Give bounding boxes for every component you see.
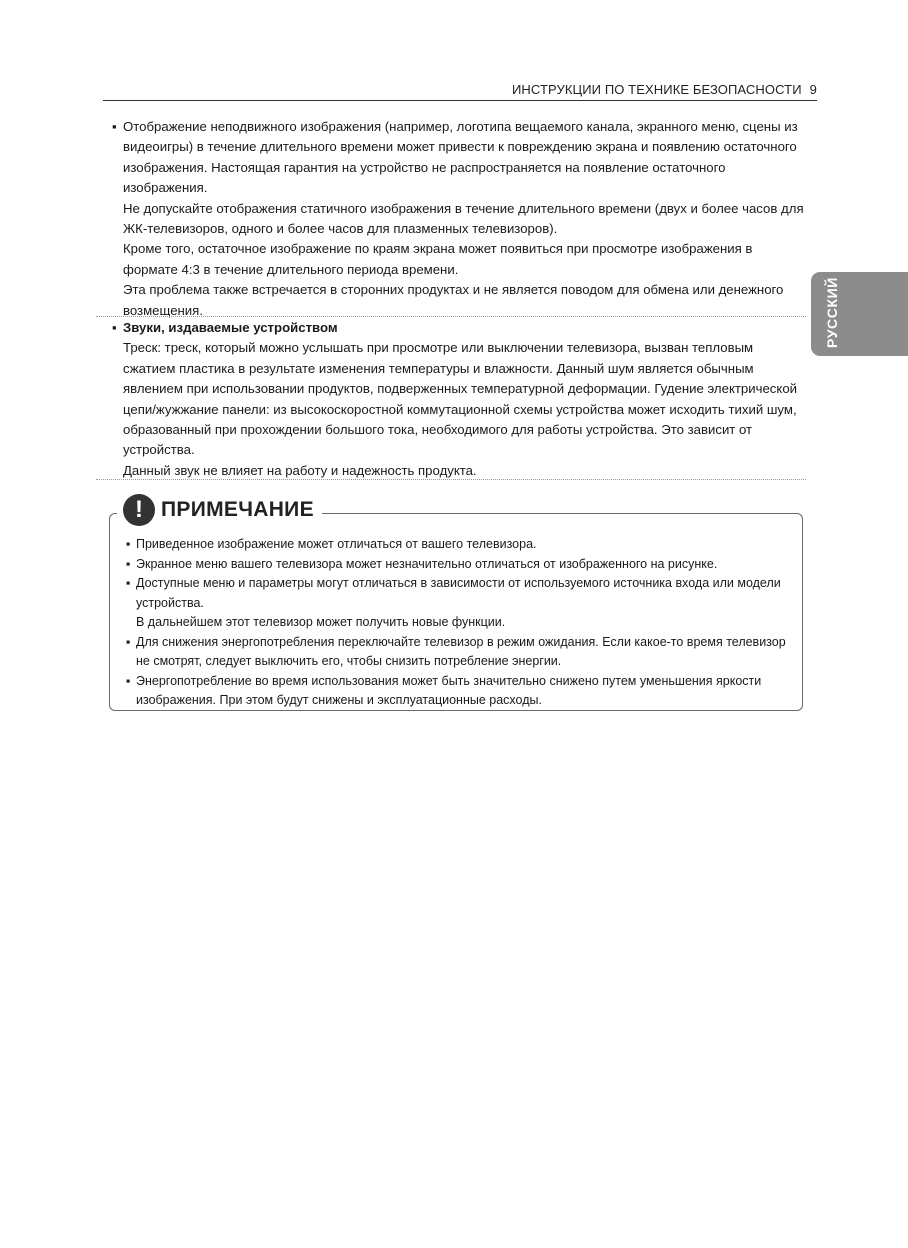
divider xyxy=(96,479,806,480)
list-item xyxy=(108,117,808,321)
paragraph: Эта проблема также встречается в сторонних продуктах и не является поводом для обмена или денежного возмещения. xyxy=(123,282,784,318)
note-item xyxy=(124,633,796,672)
exclamation-icon: ! xyxy=(123,494,155,526)
section-image-retention xyxy=(108,117,808,321)
section-title: Звуки, издаваемые устройством xyxy=(123,320,338,335)
note-item xyxy=(124,555,796,575)
bullet-icon: ▪ xyxy=(126,634,131,649)
note-list xyxy=(124,535,796,711)
divider xyxy=(96,316,806,317)
note-text: Экранное меню вашего телевизора может незначительно отличаться от изображенного на рисунке. xyxy=(136,556,718,571)
bullet-icon: ▪ xyxy=(126,537,131,551)
list-item xyxy=(108,318,808,481)
header-title: ИНСТРУКЦИИ ПО ТЕХНИКЕ БЕЗОПАСНОСТИ xyxy=(511,82,802,97)
section-sounds xyxy=(108,318,808,481)
paragraph: Не допускайте отображения статичного изображения в течение длительного времени (двух и более часов для ЖК-телевизоров, одного и более часов для плазменных телевизоров). xyxy=(123,200,804,237)
paragraph: Треск: треск, который можно услышать при просмотре или выключении телевизора, вызван тепловым сжатием пластика в результате изменения температуры и влажности. Данный шум является обычным явлением при использовании продуктов, подверженных температурной деформации. Гудение электрической цепи/жужжание панели: из высокоскоростной коммутационной схемы устройства может исходить тихий шум, образованный при прохождении большого тока, необходимого для работы устройства. Это зависит от устройства. xyxy=(123,340,798,458)
language-tab xyxy=(811,272,908,356)
note-text: Доступные меню и параметры могут отличаться в зависимости от используемого источника входа или модели устройства. xyxy=(136,576,781,610)
paragraph: Кроме того, остаточное изображение по краям экрана может появиться при просмотре изображения в формате 4:3 в течение длительного периода времени. xyxy=(123,241,753,277)
note-title: ПРИМЕЧАНИЕ xyxy=(161,498,314,521)
note-item xyxy=(124,574,796,633)
note-header xyxy=(117,488,322,532)
bullet-icon: ▪ xyxy=(112,320,117,335)
note-item xyxy=(124,672,796,711)
paragraph: Отображение неподвижного изображения (например, логотипа вещаемого канала, экранного меню, сцены из видеоигры) в течение длительного времени может привести к повреждению экрана и появлению остаточного изображения. Настоящая гарантия на устройство не распространяется на появление остаточного изображения. xyxy=(123,119,798,196)
page-number: 9 xyxy=(809,82,817,97)
note-text: В дальнейшем этот телевизор может получить новые функции. xyxy=(136,615,506,629)
bullet-icon: ▪ xyxy=(126,556,131,571)
language-tab-label: РУССКИЙ xyxy=(824,277,840,348)
paragraph: Данный звук не влияет на работу и надежность продукта. xyxy=(123,462,477,478)
note-text: Энергопотребление во время использования может быть значительно снижено путем уменьшения яркости изображения. При этом будут снижены и эксплуатационные расходы. xyxy=(136,673,762,707)
bullet-icon: ▪ xyxy=(112,119,117,134)
note-text: Для снижения энергопотребления переключайте телевизор в режим ожидания. Если какое-то время телевизор не смотрят, следует выключить его, чтобы снизить потребление энергии. xyxy=(136,634,786,668)
bullet-icon: ▪ xyxy=(126,576,131,590)
note-item xyxy=(124,535,796,555)
note-text: Приведенное изображение может отличаться от вашего телевизора. xyxy=(136,537,537,551)
page-header xyxy=(103,82,817,101)
bullet-icon: ▪ xyxy=(126,673,131,688)
